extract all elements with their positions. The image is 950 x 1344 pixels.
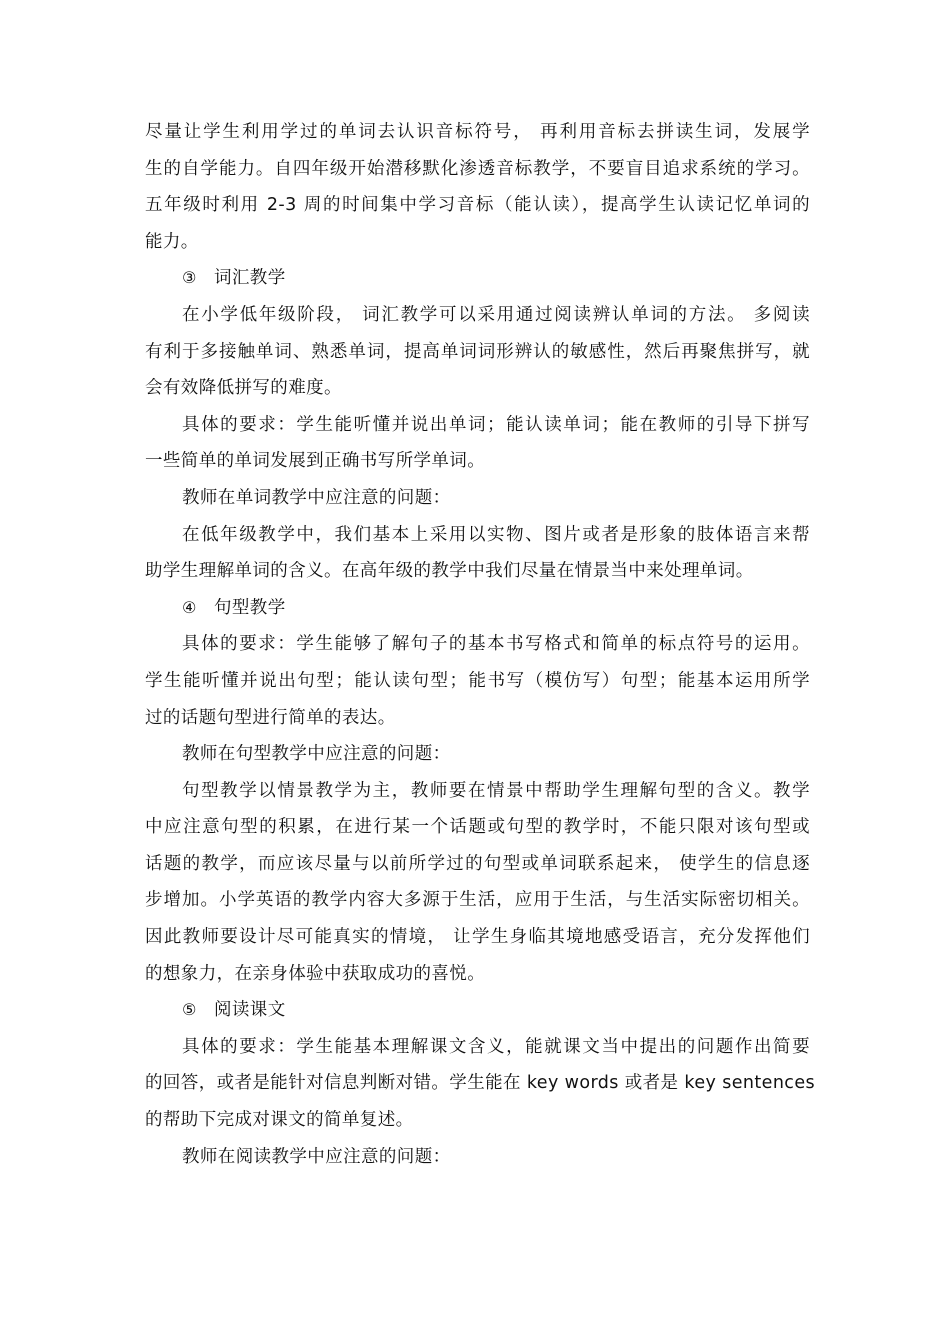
paragraph-line: 因此教师要设计尽可能真实的情境， 让学生身临其境地感受语言，充分发挥他们 [145,927,810,948]
paragraph-line: 句型教学以情景教学为主，教师要在情景中帮助学生理解句型的含义。教学 [182,780,810,801]
paragraph-line: 具体的要求：学生能基本理解课文含义，能就课文当中提出的问题作出简要 [182,1036,810,1057]
section-title: 词汇教学 [214,268,286,289]
section-heading-reading [145,992,810,1029]
paragraph-line: 教师在阅读教学中应注意的问题： [182,1146,451,1167]
paragraph-line: 的回答，或者是能针对信息判断对错。学生能在 key words 或者是 key sentences [145,1073,816,1094]
section-heading-vocabulary [145,260,810,297]
section-title: 句型教学 [214,597,286,618]
paragraph-line: 具体的要求：学生能听懂并说出单词；能认读单词；能在教师的引导下拼写 [182,414,810,435]
paragraph-line: 生的自学能力。自四年级开始潜移默化渗透音标教学，不要盲目追求系统的学习。 [145,158,810,179]
paragraph-line: 有利于多接触单词、熟悉单词，提高单词词形辨认的敏感性，然后再聚焦拼写，就 [145,341,810,362]
paragraph-line: 助学生理解单词的含义。在高年级的教学中我们尽量在情景当中来处理单词。 [145,561,754,582]
document-body [145,114,816,1175]
section-number: ⑤ [182,1000,197,1020]
paragraph-line: 话题的教学，而应该尽量与以前所学过的句型或单词联系起来， 使学生的信息逐 [145,853,810,874]
paragraph-line: 能力。 [145,231,199,252]
paragraph-line: 步增加。小学英语的教学内容大多源于生活，应用于生活，与生活实际密切相关。 [145,890,810,911]
paragraph-line: 的想象力，在亲身体验中获取成功的喜悦。 [145,963,486,984]
paragraph-line: 会有效降低拼写的难度。 [145,378,342,399]
paragraph-line: 教师在句型教学中应注意的问题： [182,744,451,765]
section-title: 阅读课文 [214,1000,286,1021]
paragraph-line: 五年级时利用 2-3 周的时间集中学习音标（能认读），提高学生认读记忆单词的 [145,195,810,216]
paragraph-line: 尽量让学生利用学过的单词去认识音标符号， 再利用音标去拼读生词，发展学 [145,122,810,142]
paragraph-line: 过的话题句型进行简单的表达。 [145,707,396,728]
paragraph-line: 学生能听懂并说出句型；能认读句型；能书写（模仿写）句型；能基本运用所学 [145,670,810,691]
paragraph-line: 教师在单词教学中应注意的问题： [182,487,451,508]
paragraph-line: 一些简单的单词发展到正确书写所学单词。 [145,451,486,472]
paragraph-line: 的帮助下完成对课文的简单复述。 [145,1110,414,1131]
paragraph-line: 中应注意句型的积累，在进行某一个话题或句型的教学时，不能只限对该句型或 [145,817,810,838]
section-number: ③ [182,268,197,288]
section-number: ④ [182,597,197,617]
paragraph-line: 具体的要求：学生能够了解句子的基本书写格式和简单的标点符号的运用。 [182,634,810,655]
paragraph-line: 在低年级教学中，我们基本上采用以实物、图片或者是形象的肢体语言来帮 [182,524,810,545]
paragraph-line: 在小学低年级阶段， 词汇教学可以采用通过阅读辨认单词的方法。 多阅读 [182,304,810,325]
section-heading-sentence [145,590,810,627]
